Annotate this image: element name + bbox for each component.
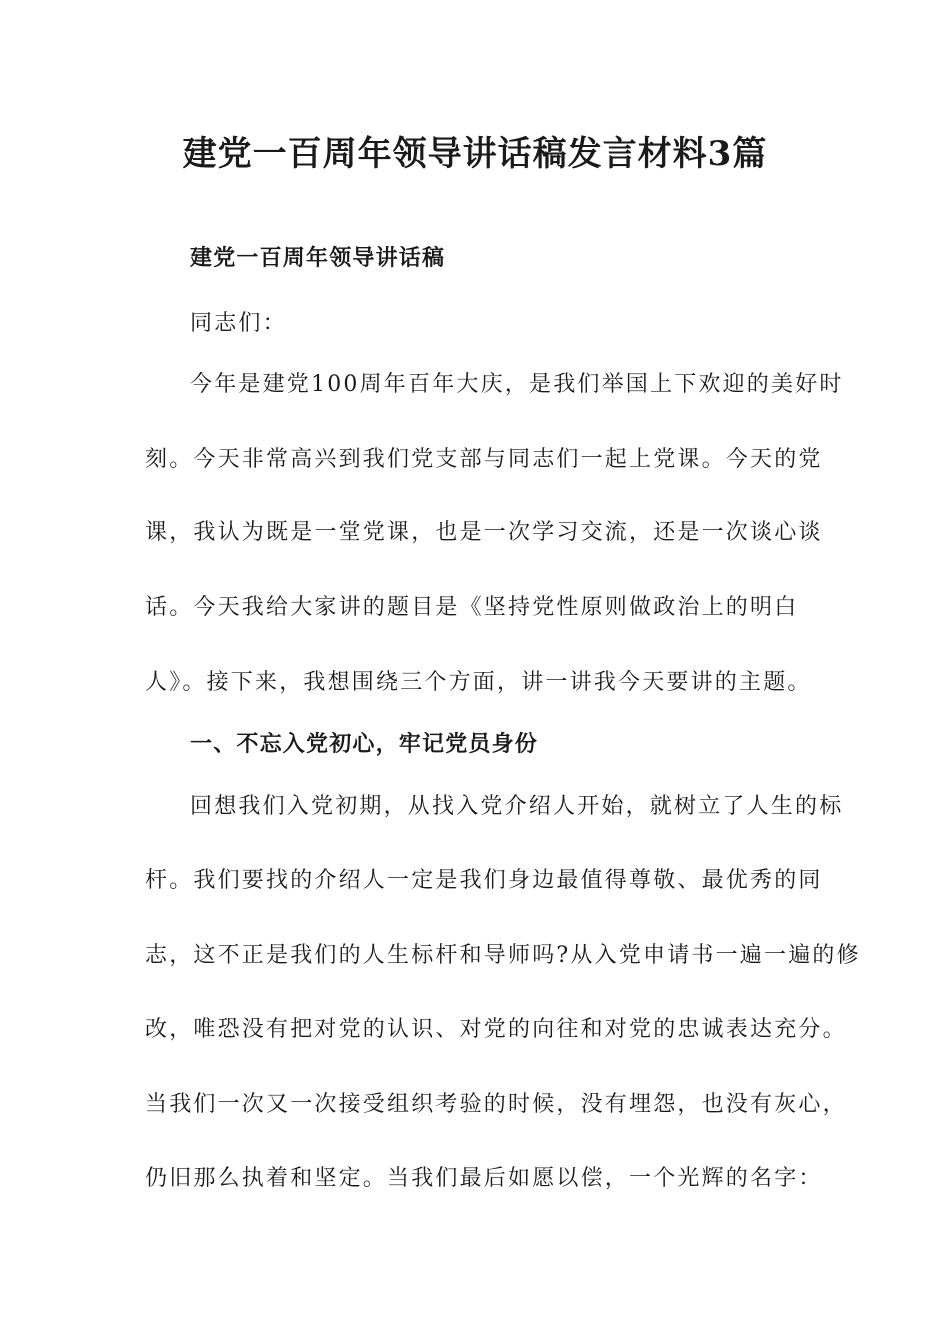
paragraph-line: 仍旧那么执着和坚定。当我们最后如愿以偿，一个光辉的名字： xyxy=(145,1166,823,1191)
paragraph-line: 志，这不正是我们的人生标杆和导师吗?从入党申请书一遍一遍的修 xyxy=(145,943,861,968)
paragraph-line: 回想我们入党初期，从找入党介绍人开始，就树立了人生的标 xyxy=(190,794,844,819)
paragraph-line: 改，唯恐没有把对党的认识、对党的向往和对党的忠诚表达充分。 xyxy=(145,1017,847,1042)
section-heading: 一、不忘入党初心，牢记党员身份 xyxy=(190,732,539,757)
speech-subtitle: 建党一百周年领导讲话稿 xyxy=(190,246,446,271)
paragraph-line: 刻。今天非常高兴到我们党支部与同志们一起上党课。今天的党 xyxy=(145,447,823,472)
paragraph-line: 今年是建党100周年百年大庆，是我们举国上下欢迎的美好时 xyxy=(190,372,844,397)
paragraph-line: 人》。接下来，我想围绕三个方面，讲一讲我今天要讲的主题。 xyxy=(145,670,812,695)
paragraph-line: 话。今天我给大家讲的题目是《坚持党性原则做政治上的明白 xyxy=(145,595,799,620)
paragraph-line: 课，我认为既是一堂党课，也是一次学习交流，还是一次谈心谈 xyxy=(145,520,823,545)
paragraph-line: 当我们一次又一次接受组织考验的时候，没有埋怨，也没有灰心， xyxy=(145,1092,847,1117)
document-title: 建党一百周年领导讲话稿发言材料3篇 xyxy=(182,134,768,174)
paragraph-line: 杆。我们要找的介绍人一定是我们身边最值得尊敬、最优秀的同 xyxy=(145,868,823,893)
greeting-line: 同志们： xyxy=(190,311,287,336)
